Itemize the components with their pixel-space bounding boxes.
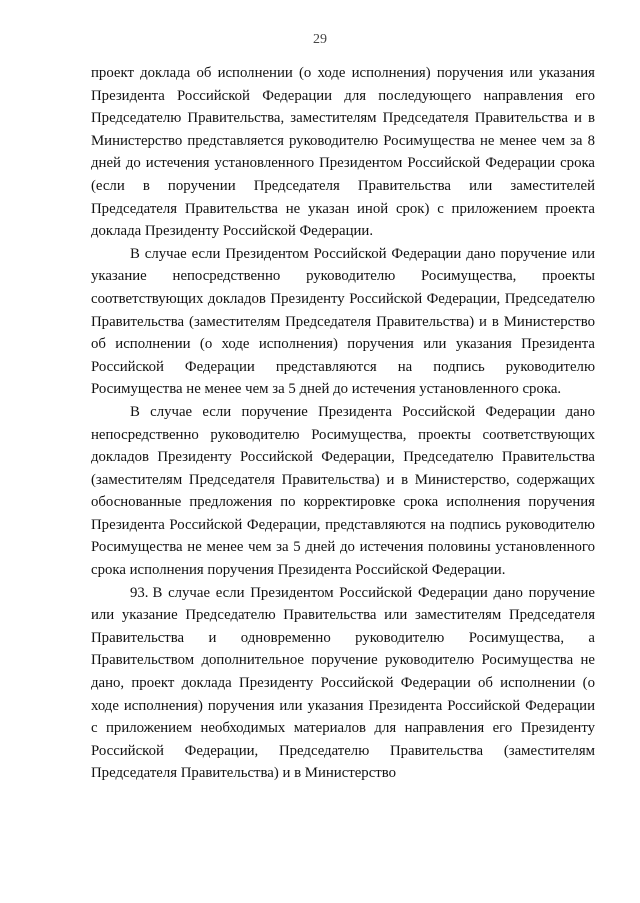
- document-body: [91, 62, 595, 785]
- paragraph-93: [91, 582, 595, 785]
- paragraph-deadline-correction: В случае если поручение Президента Российской Федерации дано непосредственно руководителю Росимущества, проекты соответствующих докладов Президенту Российской Федерации, Председателю Правительства (заместителям Председателя Правительства) и в Министерство, содержащих обоснованные предложения по корректировке срока исполнения поручения Президента Российской Федерации, представляются на подпись руководителю Росимущества не менее чем за 5 дней до истечения половины установленного срока исполнения поручения Президента Российской Федерации.: [91, 403, 595, 579]
- paragraph-president-direct-order: В случае если Президентом Российской Федерации дано поручение или указание непосредственно руководителю Росимущества, проекты соответствующих докладов Президенту Российской Федерации, Председателю Правительства (заместителям Председателя Правительства) и в Министерство об исполнении (о ходе исполнения) поручения или указания Президента Российской Федерации представляются на подпись руководителю Росимущества не менее чем за 5 дней до истечения установленного срока.: [91, 245, 595, 398]
- page-number: 29: [313, 32, 327, 47]
- paragraph-93-text: В случае если Президентом Российской Федерации дано поручение или указание Председателю Правительства или заместителям Председателя Правительства и одновременно руководителю Росимущества, а Правительством дополнительное поручение руководителю Росимущества не дано, проект доклада Президенту Российской Федерации об исполнении (о ходе исполнения) поручения или указания Президента Российской Федерации с приложением необходимых материалов для направления его Президенту Российской Федерации, Председателю Правительства (заместителям Председателя Правительства) и в Министерство: [91, 584, 595, 782]
- paragraph-number: 93.: [130, 584, 149, 601]
- paragraph-continuation: проект доклада об исполнении (о ходе исполнения) поручения или указания Президента Российской Федерации для последующего направления его Председателю Правительства, заместителям Председателя Правительства и в Министерство представляется руководителю Росимущества не менее чем за 8 дней до истечения установленного Президентом Российской Федерации срока (если в поручении Председателя Правительства или заместителей Председателя Правительства не указан иной срок) с приложением проекта доклада Президенту Российской Федерации.: [91, 65, 595, 240]
